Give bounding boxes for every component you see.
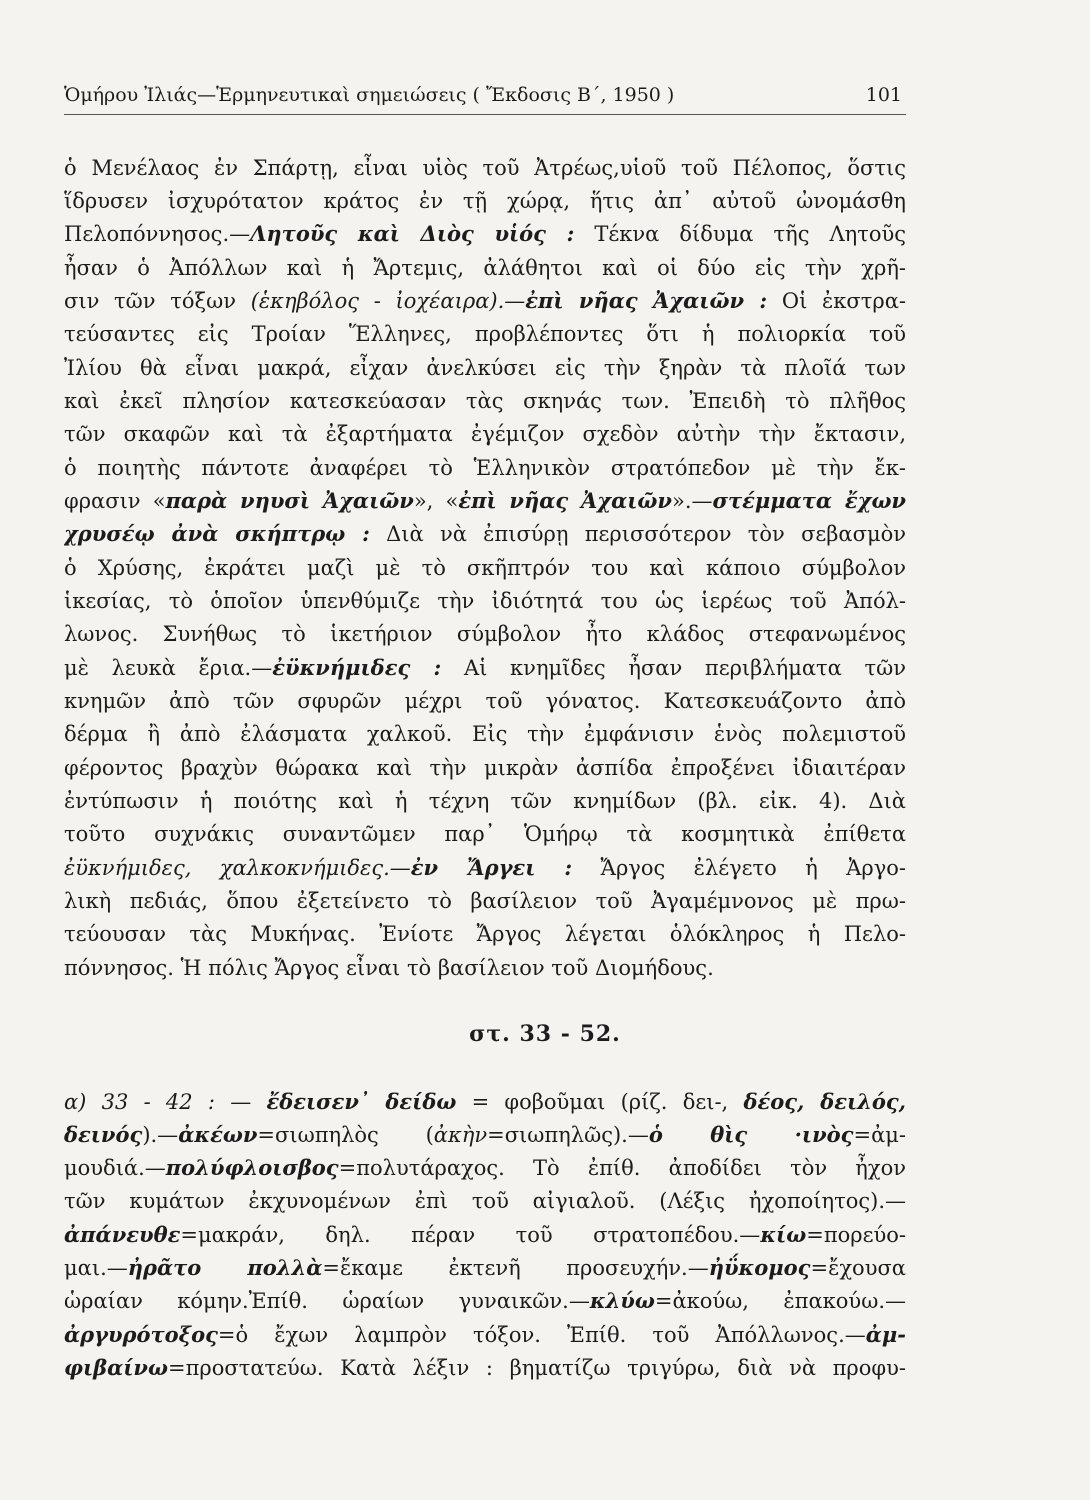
text-line: μὲ λευκὰ ἔρια.—ἐϋκνήμιδες : Αἱ κνημῖδες ἦσαν περιβλήματα τῶν bbox=[64, 655, 906, 680]
lemma: ἀπάνευθε bbox=[64, 1222, 181, 1247]
text-line: λωνος. Συνήθως τὸ ἱκετήριον σύμβολον ἦτο κλάδος στεφανωμένος bbox=[64, 622, 906, 646]
lemma: κίω bbox=[760, 1222, 807, 1247]
running-header bbox=[64, 80, 906, 115]
text-line: α) 33 - 42 : — ἔδεισεν᾿ δείδω = φοβοῦμαι (ρίζ. δει-, δέος, δειλός, bbox=[64, 1089, 906, 1114]
lemma: ἐν Ἄργει : bbox=[410, 855, 573, 880]
text-line: ἱκεσίας, τὸ ὁποῖον ὑπενθύμιζε τὴν ἰδιότητά του ὡς ἱερέως τοῦ Ἀπόλ- bbox=[64, 589, 906, 613]
text-line: ἀργυρότοξος=ὁ ἔχων λαμπρὸν τόξον. Ἐπίθ. τοῦ Ἀπόλλωνος.—ἀμ- bbox=[64, 1322, 906, 1347]
text-line: ὁ Χρύσης, ἐκράτει μαζὶ μὲ τὸ σκῆπτρόν του καὶ κάποιο σύμβολον bbox=[64, 556, 906, 580]
text-line: πόννησος. Ἡ πόλις Ἄργος εἶναι τὸ βασίλειον τοῦ Διομήδους. bbox=[64, 956, 714, 980]
text-line: τοῦτο συχνάκις συναντῶμεν παρ᾿ Ὁμήρῳ τὰ κοσμητικὰ ἐπίθετα bbox=[64, 822, 906, 846]
lemma: ἠΰκομος bbox=[708, 1255, 811, 1280]
text-line: ὡραίαν κόμην.Ἐπίθ. ὡραίων γυναικῶν.—κλύω=ἀκούω, ἐπακούω.— bbox=[64, 1288, 906, 1313]
lemma: ἠρᾶτο πολλὰ bbox=[127, 1255, 323, 1280]
text-line: ἦσαν ὁ Ἀπόλλων καὶ ἡ Ἄρτεμις, ἀλάθητοι καὶ οἱ δύο εἰς τὴν χρῆ- bbox=[64, 256, 906, 280]
text-line: φέροντος βραχὺν θώρακα καὶ τὴν μικρὰν ἀσπίδα ἐπροξένει ἰδιαιτέραν bbox=[64, 756, 906, 780]
text-line: τεύσαντες εἰς Τροίαν Ἕλληνες, προβλέποντες ὅτι ἡ πολιορκία τοῦ bbox=[64, 322, 906, 346]
lemma: ἀργυρότοξος bbox=[64, 1322, 218, 1347]
lemma: στέμματα ἔχων bbox=[712, 488, 906, 513]
text-line: τῶν κυμάτων ἐκχυνομένων ἐπὶ τοῦ αἰγιαλοῦ. (Λέξις ἠχοποίητος).— bbox=[64, 1189, 906, 1213]
text-line: μαι.—ἠρᾶτο πολλὰ=ἔκαμε ἐκτενῆ προσευχήν.—ἠΰκομος=ἔχουσα bbox=[64, 1255, 906, 1280]
text-line: ἐντύπωσιν ἡ ποιότης καὶ ἡ τέχνη τῶν κνημίδων (βλ. εἰκ. 4). Διὰ bbox=[64, 789, 906, 813]
text-line: λικὴ πεδιάς, ὅπου ἐξετείνετο τὸ βασίλειον τοῦ Ἀγαμέμνονος μὲ πρω- bbox=[64, 889, 906, 913]
text-line: ἵδρυσεν ἰσχυρότατον κράτος ἐν τῇ χώρᾳ, ἥτις ἀπ᾿ αὐτοῦ ὠνομάσθη bbox=[64, 189, 906, 213]
lemma: ἐϋκνήμιδες : bbox=[272, 655, 442, 680]
lemma: ἔδεισεν᾿ δείδω bbox=[266, 1089, 457, 1114]
text-line: δεινός).—ἀκέων=σιωπηλὸς (ἀκὴν=σιωπηλῶς).—ὁ θὶς ·ινὸς=ἀμ- bbox=[64, 1122, 906, 1147]
page-number: 101 bbox=[865, 84, 902, 106]
lemma: χρυσέῳ ἀνὰ σκήπτρῳ : bbox=[64, 521, 370, 546]
lemma: πολύφλοισβος bbox=[165, 1155, 339, 1180]
text-line: καὶ ἐκεῖ πλησίον κατεσκεύασαν τὰς σκηνάς των. Ἐπειδὴ τὸ πλῆθος bbox=[64, 389, 906, 413]
lemma: ἀμ- bbox=[865, 1322, 906, 1347]
text-line: κνημῶν ἀπὸ τῶν σφυρῶν μέχρι τοῦ γόνατος. Κατεσκευάζοντο ἀπὸ bbox=[64, 689, 906, 713]
text-line: φιβαίνω=προστατεύω. Κατὰ λέξιν : βηματίζω τριγύρω, διὰ νὰ προφυ- bbox=[64, 1355, 906, 1380]
text-line: τῶν σκαφῶν καὶ τὰ ἐξαρτήματα ἐγέμιζον σχεδὸν αὐτὴν τὴν ἔκτασιν, bbox=[64, 422, 906, 446]
lemma: φιβαίνω bbox=[64, 1355, 168, 1380]
lemma: Λητοῦς καὶ Διὸς υἱός : bbox=[250, 221, 575, 246]
text-line: ὁ ποιητὴς πάντοτε ἀναφέρει τὸ Ἑλληνικὸν στρατόπεδον μὲ τὴν ἔκ- bbox=[64, 456, 906, 480]
text-line: δέρμα ἢ ἀπὸ ἐλάσματα χαλκοῦ. Εἰς τὴν ἐμφάνισιν ἑνὸς πολεμιστοῦ bbox=[64, 722, 906, 746]
lemma: ἀκέων bbox=[178, 1122, 258, 1147]
text-line: ἀπάνευθε=μακράν, δηλ. πέραν τοῦ στρατοπέδου.—κίω=πορεύο- bbox=[64, 1222, 906, 1247]
text-line: φρασιν «παρὰ νηυσὶ Ἀχαιῶν», «ἐπὶ νῆας Ἀχαιῶν».—στέμματα ἔχων bbox=[64, 488, 906, 513]
text-line: χρυσέῳ ἀνὰ σκήπτρῳ : Διὰ νὰ ἐπισύρῃ περισσότερον τὸν σεβασμὸν bbox=[64, 521, 906, 546]
lemma: κλύω bbox=[589, 1288, 655, 1313]
lemma: ὁ θὶς ·ινὸς bbox=[648, 1122, 854, 1147]
lemma: ἐπὶ νῆας Ἀχαιῶν : bbox=[525, 288, 768, 313]
text-line: Πελοπόννησος.—Λητοῦς καὶ Διὸς υἱός : Τέκνα δίδυμα τῆς Λητοῦς bbox=[64, 221, 906, 246]
text-line: Ἰλίου θὰ εἶναι μακρά, εἶχαν ἀνελκύσει εἰς τὴν ξηρὰν τὰ πλοῖά των bbox=[64, 356, 906, 380]
text-line: μουδιά.—πολύφλοισβος=πολυτάραχος. Τὸ ἐπίθ. ἀποδίδει τὸν ἦχον bbox=[64, 1155, 906, 1180]
text-line: σιν τῶν τόξων (ἑκηβόλος - ἰοχέαιρα).—ἐπὶ νῆας Ἀχαιῶν : Οἱ ἐκστρα- bbox=[64, 288, 906, 313]
running-title: Ὁμήρου Ἰλιάς—Ἑρμηνευτικαὶ σημειώσεις ( Ἔκδοσις Β΄, 1950 ) bbox=[64, 84, 675, 106]
text-line: τεύουσαν τὰς Μυκήνας. Ἐνίοτε Ἄργος λέγεται ὁλόκληρος ἡ Πελο- bbox=[64, 922, 906, 946]
text-line: ἐϋκνήμιδες, χαλκοκνήμιδες.—ἐν Ἄργει : Ἄργος ἐλέγετο ἡ Ἀργο- bbox=[64, 855, 906, 880]
section-heading: στ. 33 - 52. bbox=[469, 1021, 621, 1047]
text-line: ὁ Μενέλαος ἐν Σπάρτῃ, εἶναι υἱὸς τοῦ Ἀτρέως,υἱοῦ τοῦ Πέλοπος, ὅστις bbox=[64, 156, 906, 180]
